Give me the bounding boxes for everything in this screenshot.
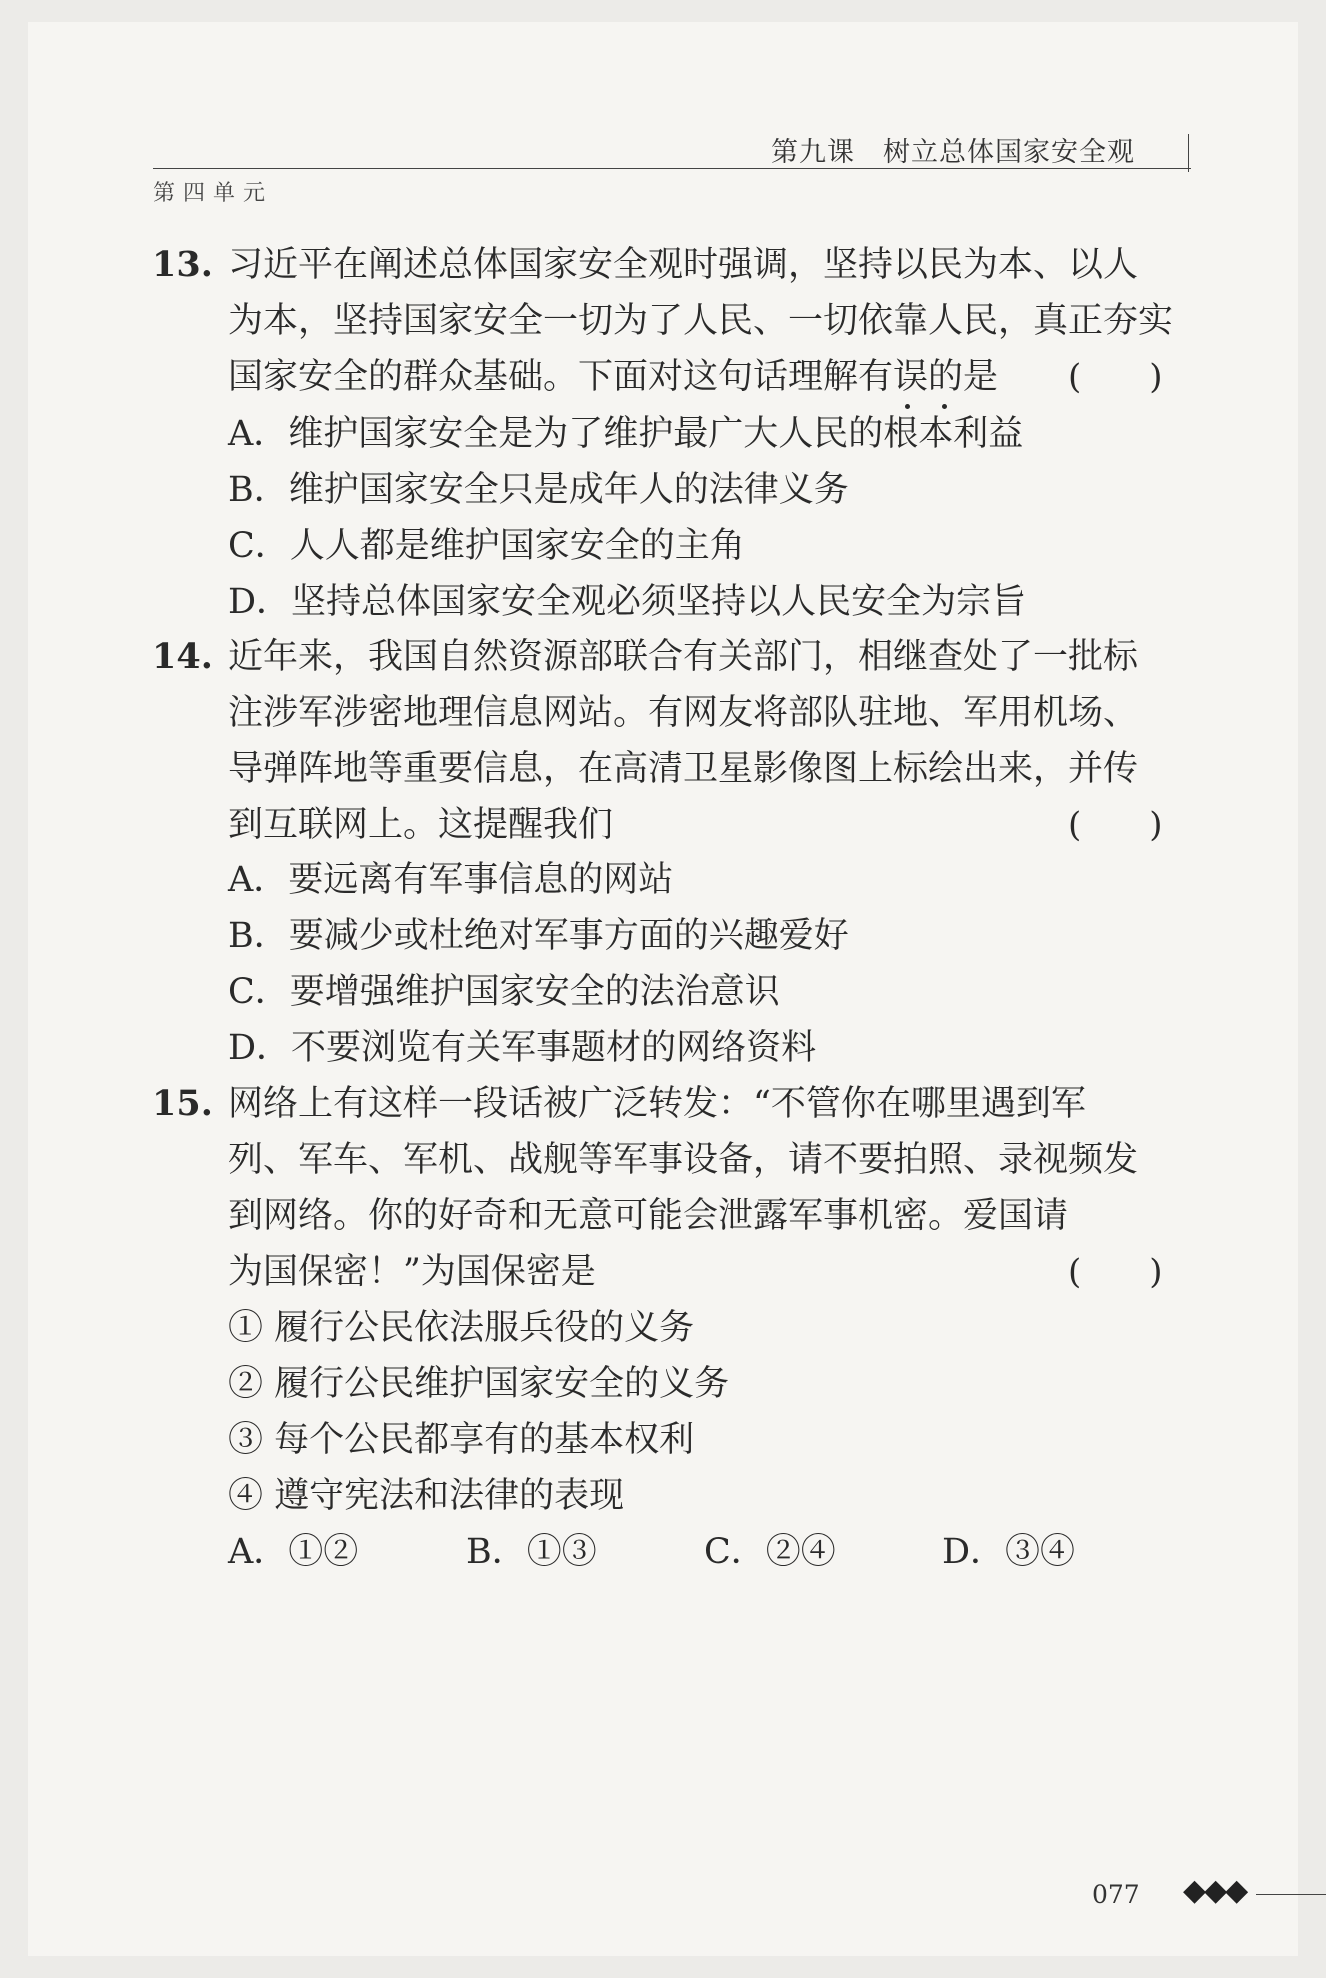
question-14-option-c: C．要增强维护国家安全的法治意识 [228,972,780,1012]
diamond-ornament-icon: ◆◆◆ [1183,1873,1247,1908]
question-13-number: 13. [152,244,213,285]
question-13-option-b: B．维护国家安全只是成年人的法律义务 [228,470,849,510]
question-15-line-2: 列、军车、军机、战舰等军事设备，请不要拍照、录视频发 [228,1140,1139,1180]
question-15-number: 15. [152,1083,213,1124]
question-14-line-3: 导弹阵地等重要信息，在高清卫星影像图上标绘出来，并传 [228,749,1139,789]
question-13-answer-blank: ( ) [1068,357,1163,397]
question-15-answer-blank: ( ) [1068,1252,1163,1292]
lesson-title: 第九课 树立总体国家安全观 [771,137,1135,168]
question-14-option-b: B．要减少或杜绝对军事方面的兴趣爱好 [228,916,849,956]
question-15-choice-b: B．①③ [466,1532,597,1572]
question-14-answer-blank: ( ) [1068,805,1163,845]
page-number: 077 [1092,1880,1140,1909]
question-13-line-1: 习近平在阐述总体国家安全观时强调，坚持以民为本、以人 [228,245,1139,285]
question-14-line-1: 近年来，我国自然资源部联合有关部门，相继查处了一批标 [228,637,1139,677]
question-14-line-2: 注涉军涉密地理信息网站。有网友将部队驻地、军用机场、 [228,693,1139,733]
question-15-choice-a: A．①② [228,1532,359,1572]
question-15-statement-3: ③ 每个公民都享有的基本权利 [228,1420,695,1460]
header-divider-bar [1188,134,1189,172]
unit-label: 第四单元 [153,181,274,206]
question-15-statement-1: ① 履行公民依法服兵役的义务 [228,1308,695,1348]
question-13-option-a: A．维护国家安全是为了维护最广大人民的根本利益 [228,414,1024,454]
workbook-page [28,22,1298,1956]
question-13-option-d: D．坚持总体国家安全观必须坚持以人民安全为宗旨 [228,582,1027,622]
question-13-line-2: 为本，坚持国家安全一切为了人民、一切依靠人民，真正夯实 [228,301,1174,341]
question-15-choice-c: C．②④ [704,1532,836,1572]
question-14-option-a: A．要远离有军事信息的网站 [228,860,674,900]
question-13-option-c: C．人人都是维护国家安全的主角 [228,526,745,566]
emphasis-dot [905,404,910,409]
header-rule [153,168,1191,169]
question-15-statement-2: ② 履行公民维护国家安全的义务 [228,1364,730,1404]
question-14-option-d: D．不要浏览有关军事题材的网络资料 [228,1028,817,1068]
question-15-line-1: 网络上有这样一段话被广泛转发：“不管你在哪里遇到军 [228,1084,1086,1124]
question-15-choice-d: D．③④ [942,1532,1076,1572]
question-15-line-3: 到网络。你的好奇和无意可能会泄露军事机密。爱国请 [228,1196,1069,1236]
question-15-statement-4: ④ 遵守宪法和法律的表现 [228,1476,625,1516]
question-15-line-4: 为国保密！”为国保密是 [228,1252,596,1292]
emphasis-dot [942,404,947,409]
footer-rule [1256,1894,1326,1895]
question-13-line-3: 国家安全的群众基础。下面对这句话理解有误的是 [228,357,999,397]
question-14-number: 14. [152,636,213,677]
question-14-line-4: 到互联网上。这提醒我们 [228,805,614,845]
